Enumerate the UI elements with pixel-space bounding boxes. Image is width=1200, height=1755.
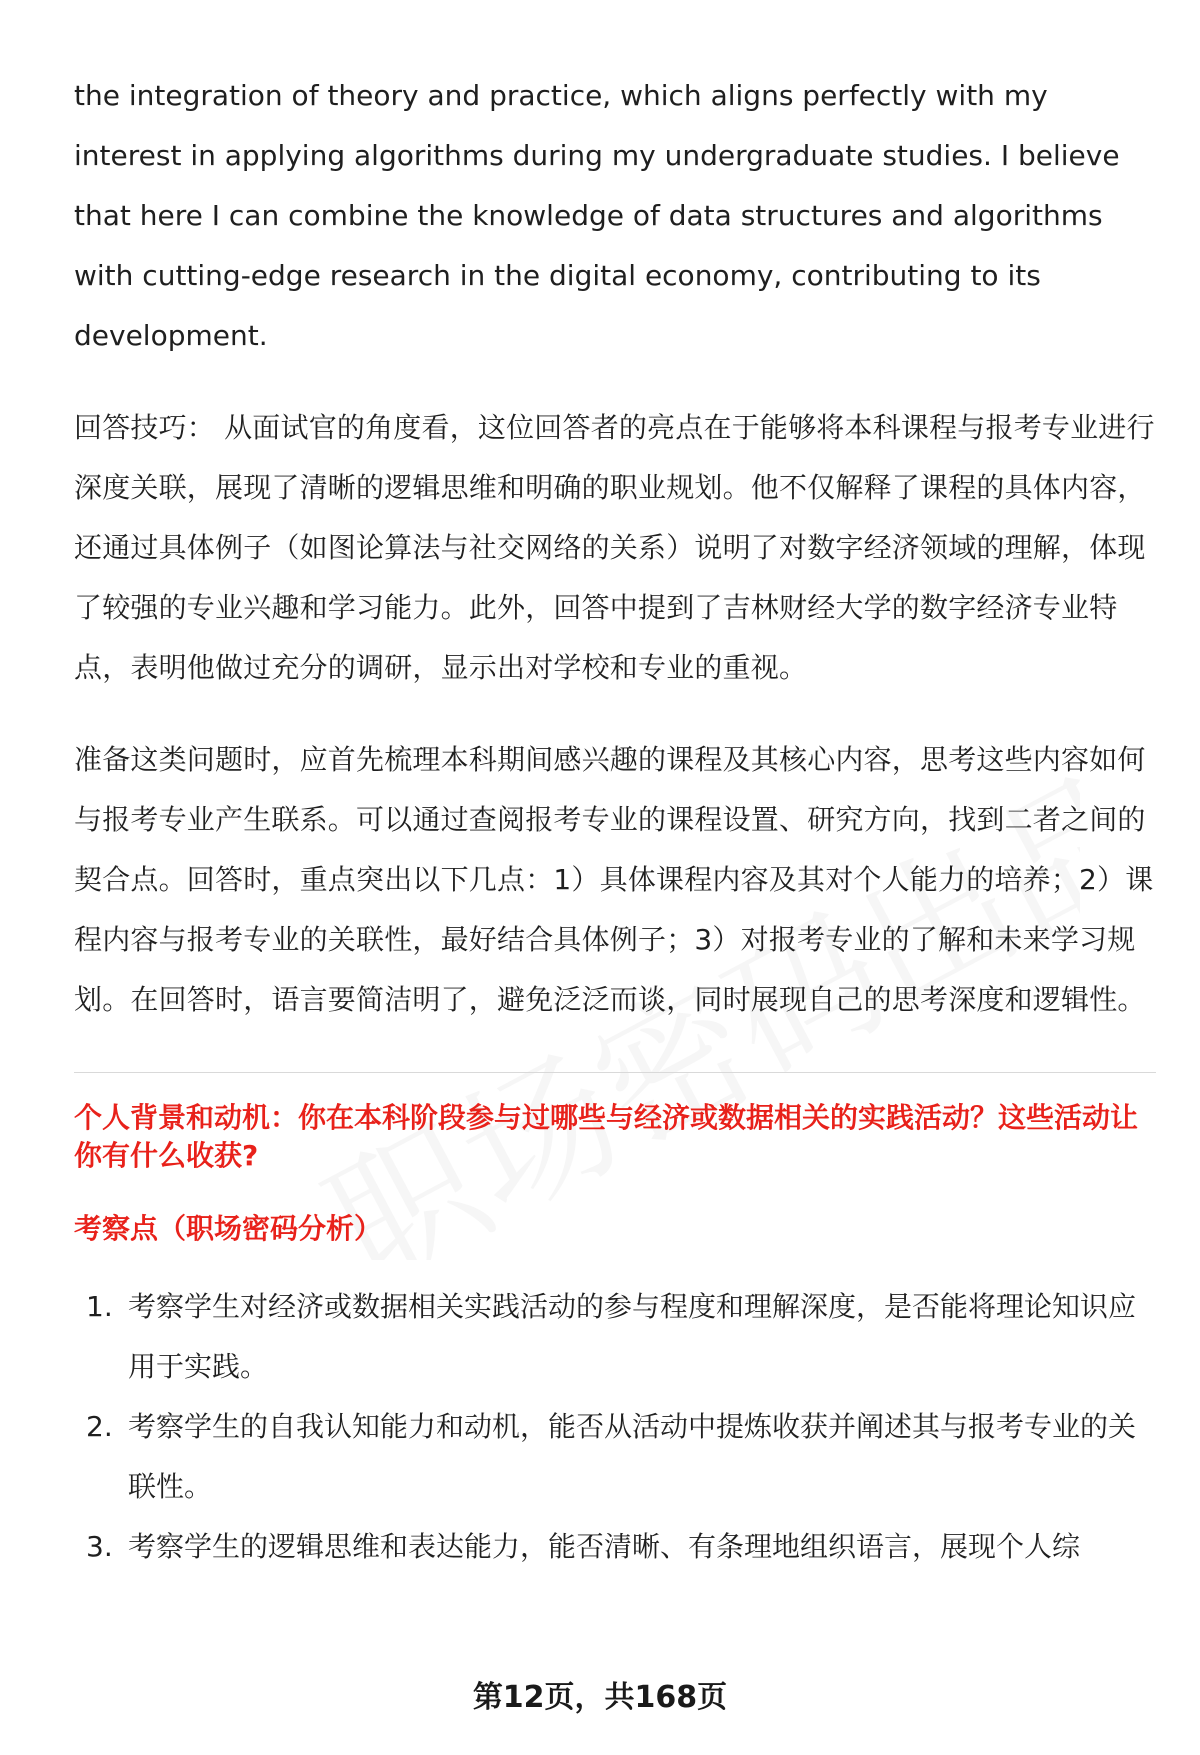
preparation-paragraph: 准备这类问题时，应首先梳理本科期间感兴趣的课程及其核心内容，思考这些内容如何与报考专业产生联系。可以通过查阅报考专业的课程设置、研究方向，找到二者之间的契合点。回答时，重点突出以下几点：1）具体课程内容及其对个人能力的培养；2）课程内容与报考专业的关联性，最好结合具体例子；3）对报考专业的了解和未来学习规划。在回答时，语言要简洁明了，避免泛泛而谈，同时展现自己的思考深度和逻辑性。 <box>74 743 1154 1016</box>
list-item <box>74 1397 1156 1517</box>
evaluation-points-heading: 考察点（职场密码分析） <box>74 1212 383 1245</box>
question-heading: 个人背景和动机：你在本科阶段参与过哪些与经济或数据相关的实践活动？这些活动让你有什么收获? <box>74 1101 1139 1172</box>
list-item-text: 考察学生的逻辑思维和表达能力，能否清晰、有条理地组织语言，展现个人综 <box>128 1530 1081 1563</box>
list-item-number: 3. <box>86 1530 113 1563</box>
list-item-text: 考察学生的自我认知能力和动机，能否从活动中提炼收获并阐述其与报考专业的关联性。 <box>128 1410 1137 1503</box>
evaluation-points-list <box>74 1277 1156 1577</box>
page-footer: 第12页，共168页 <box>472 1680 728 1715</box>
page-content <box>74 66 1156 1577</box>
list-item <box>74 1277 1156 1397</box>
list-item-number: 1. <box>86 1290 113 1323</box>
list-item-number: 2. <box>86 1410 113 1443</box>
answer-tips-paragraph: 回答技巧： 从面试官的角度看，这位回答者的亮点在于能够将本科课程与报考专业进行深度关联，展现了清晰的逻辑思维和明确的职业规划。他不仅解释了课程的具体内容，还通过具体例子（如图论算法与社交网络的关系）说明了对数字经济领域的理解，体现了较强的专业兴趣和学习能力。此外，回答中提到了吉林财经大学的数字经济专业特点，表明他做过充分的调研，显示出对学校和专业的重视。 <box>74 411 1155 684</box>
watermark-text: 职场密码出品 <box>301 743 1080 1260</box>
list-item <box>74 1517 1156 1577</box>
list-item-text: 考察学生对经济或数据相关实践活动的参与程度和理解深度，是否能将理论知识应用于实践。 <box>128 1290 1137 1383</box>
section-divider <box>74 1072 1156 1073</box>
intro-paragraph: the integration of theory and practice, which aligns perfectly with my interest in applying algorithms during my undergraduate studies. I believe that here I can combine the knowledge of data structures and algorithms with cutting-edge research in the digital economy, contributing to its development. <box>74 79 1120 352</box>
